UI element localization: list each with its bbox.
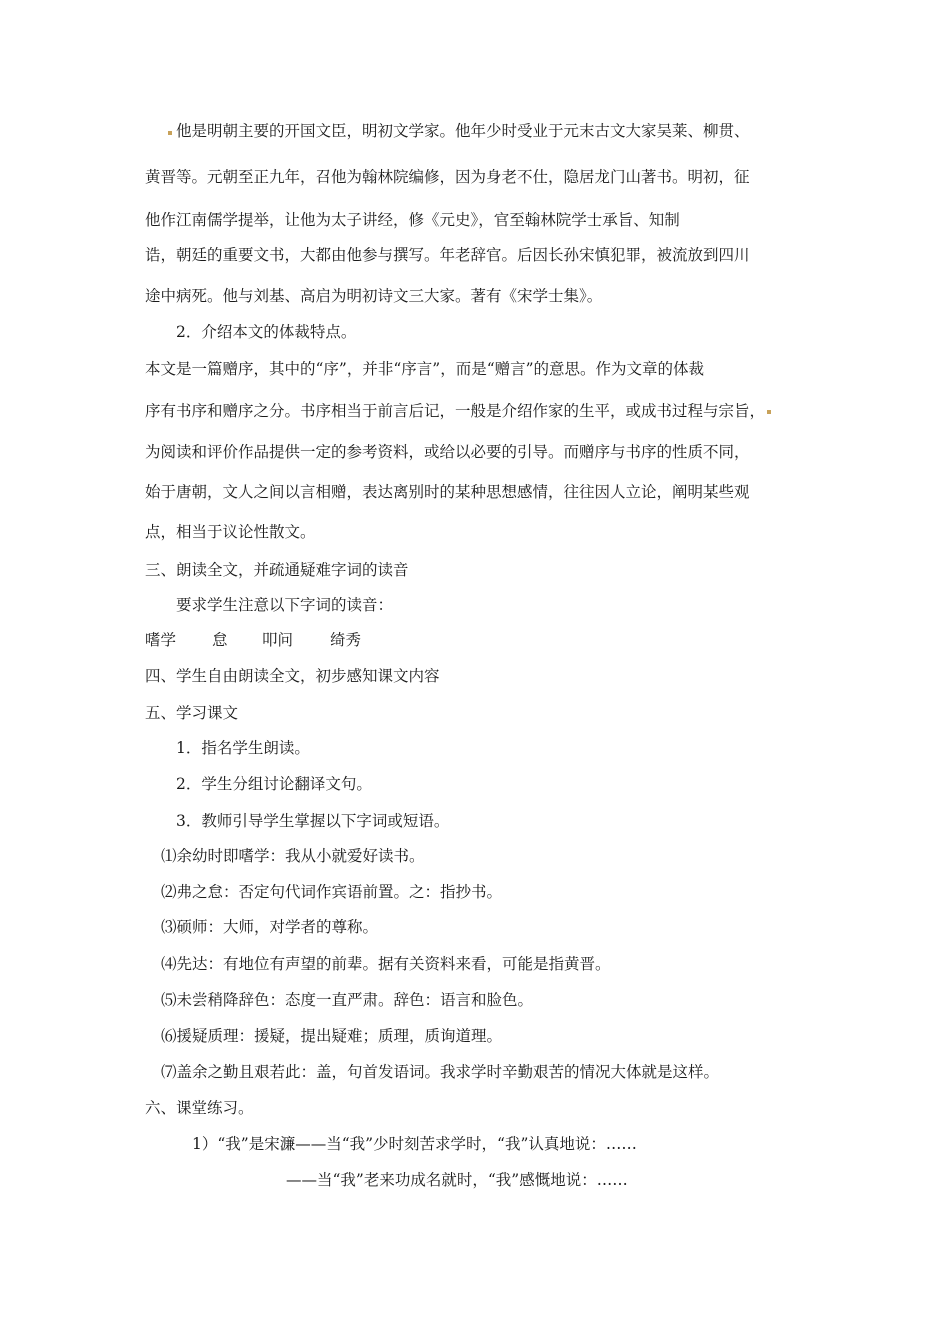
genre-line-4: 始于唐朝，文人之间以言相赠，表达离别时的某种思想感情，往往因人立论，阐明某些观 bbox=[145, 483, 750, 501]
marker-icon bbox=[767, 410, 771, 414]
bio-line-3: 他作江南儒学提举，让他为太子讲经，修《元史》，官至翰林院学士承旨、知制 bbox=[145, 211, 680, 229]
bio-line-5: 途中病死。他与刘基、高启为明初诗文三大家。著有《宋学士集》。 bbox=[145, 287, 603, 305]
vocab-note-3: ⑶硕师：大师，对学者的尊称。 bbox=[161, 918, 379, 936]
vocab-note-5: ⑸未尝稍降辞色：态度一直严肃。辞色：语言和脸色。 bbox=[161, 991, 534, 1009]
exercise-line-1: 1）“我”是宋濂——当“我”少时刻苦求学时，“我”认真地说：…… bbox=[192, 1135, 637, 1153]
genre-line-2 bbox=[145, 404, 771, 420]
bio-line-4: 诰，朝廷的重要文书，大都由他参与撰写。年老辞官。后因长孙宋慎犯罪，被流放到四川 bbox=[145, 246, 750, 264]
vocab-note-1: ⑴余幼时即嗜学：我从小就爱好读书。 bbox=[161, 847, 425, 865]
genre-line-5: 点，相当于议论性散文。 bbox=[145, 523, 316, 541]
vocab-note-4: ⑷先达：有地位有声望的前辈。据有关资料来看，可能是指黄晋。 bbox=[161, 955, 611, 973]
bio-line-1 bbox=[168, 124, 750, 140]
genre-heading: 2．介绍本文的体裁特点。 bbox=[176, 323, 357, 341]
bio-line-1-text: 他是明朝主要的开国文臣，明初文学家。他年少时受业于元末古文大家吴莱、柳贯、 bbox=[176, 122, 750, 140]
vocab-note-2: ⑵弗之怠：否定句代词作宾语前置。之：指抄书。 bbox=[161, 883, 503, 901]
vocab-word: 绮秀 bbox=[330, 631, 362, 649]
bullet-marker-icon bbox=[168, 131, 172, 135]
section-5-step-2: 2．学生分组讨论翻译文句。 bbox=[176, 775, 372, 793]
vocab-word-list bbox=[145, 633, 361, 649]
section-5-heading: 五、学习课文 bbox=[145, 704, 239, 722]
section-6-heading: 六、课堂练习。 bbox=[145, 1099, 254, 1117]
exercise-line-2: ——当“我”老来功成名就时，“我”感慨地说：…… bbox=[286, 1171, 628, 1189]
vocab-note-6: ⑹援疑质理：援疑，提出疑难；质理，质询道理。 bbox=[161, 1027, 503, 1045]
vocab-word: 叩问 bbox=[262, 631, 294, 649]
genre-line-3: 为阅读和评价作品提供一定的参考资料，或给以必要的引导。而赠序与书序的性质不同， bbox=[145, 443, 750, 461]
genre-line-2-text: 序有书序和赠序之分。书序相当于前言后记，一般是介绍作家的生平，或成书过程与宗旨， bbox=[145, 402, 766, 420]
section-4-heading: 四、学生自由朗读全文，初步感知课文内容 bbox=[145, 667, 440, 685]
bio-line-2: 黄晋等。元朝至正九年，召他为翰林院编修，因为身老不仕，隐居龙门山著书。明初，征 bbox=[145, 168, 750, 186]
vocab-word: 嗜学 bbox=[145, 631, 177, 649]
section-5-step-3: 3．教师引导学生掌握以下字词或短语。 bbox=[176, 812, 450, 830]
genre-line-1: 本文是一篇赠序，其中的“序”，并非“序言”，而是“赠言”的意思。作为文章的体裁 bbox=[145, 360, 705, 378]
section-5-step-1: 1．指名学生朗读。 bbox=[176, 739, 310, 757]
vocab-word: 怠 bbox=[212, 631, 228, 649]
section-3-heading: 三、朗读全文，并疏通疑难字词的读音 bbox=[145, 561, 409, 579]
section-3-instruction: 要求学生注意以下字词的读音： bbox=[176, 596, 394, 614]
vocab-note-7: ⑺盖余之勤且艰若此：盖，句首发语词。我求学时辛勤艰苦的情况大体就是这样。 bbox=[161, 1063, 720, 1081]
